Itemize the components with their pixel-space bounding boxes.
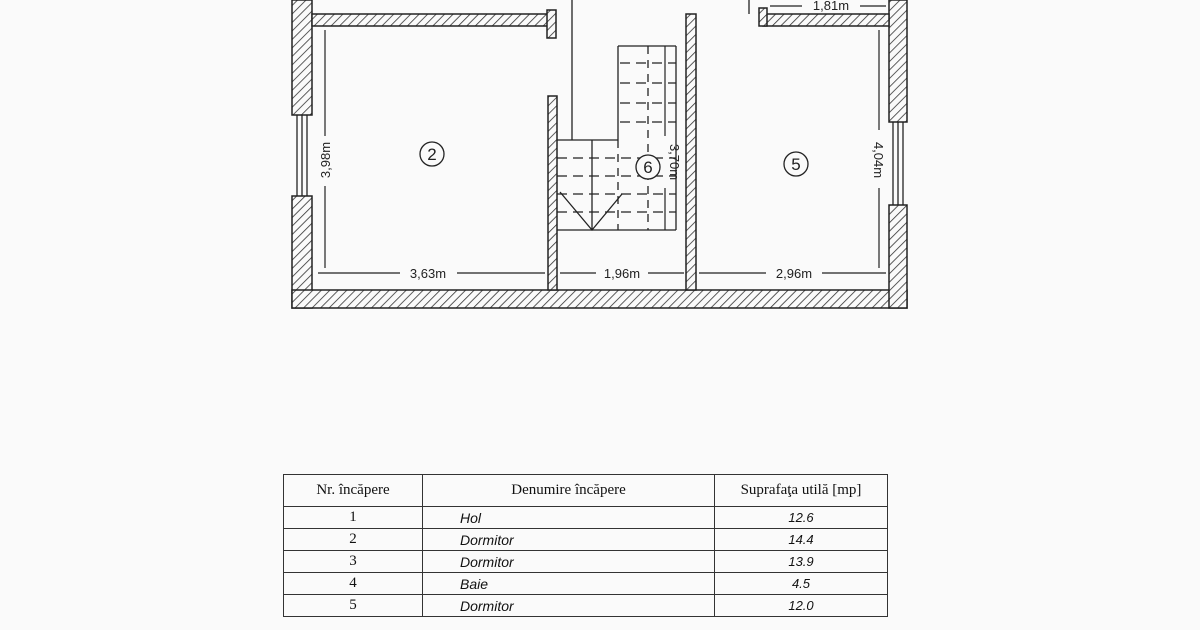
table-row: [284, 507, 888, 529]
stair-left-wall: [548, 96, 557, 290]
cell-room-number: 5: [284, 595, 423, 617]
room2-top-wall: [312, 14, 549, 26]
cell-room-name: Hol: [423, 507, 715, 529]
room-marker-2: [420, 142, 444, 166]
dim-room5-height: 4,04m: [871, 141, 886, 179]
cell-room-area: 4.5: [715, 573, 888, 595]
table-row: [284, 573, 888, 595]
dim-room2-width: 3,63m: [409, 266, 447, 281]
room2-top-wall-end: [547, 10, 556, 38]
interior-walls: [312, 8, 889, 290]
cell-room-name: Dormitor: [423, 529, 715, 551]
room-number-6: 6: [643, 158, 653, 177]
cell-room-area: 12.6: [715, 507, 888, 529]
header-room-area: Suprafaţa utilă [mp]: [715, 475, 888, 507]
dim-room5-width: 2,96m: [775, 266, 813, 281]
dim-room2-height: 3,98m: [318, 141, 333, 179]
cell-room-number: 2: [284, 529, 423, 551]
room-area-table: [283, 474, 888, 617]
dim-stair-width: 1,96m: [603, 266, 641, 281]
table-row: [284, 551, 888, 573]
cell-room-area: 13.9: [715, 551, 888, 573]
stair-right-wall: [686, 14, 696, 290]
header-room-name: Denumire încăpere: [423, 475, 715, 507]
left-window: [297, 115, 307, 196]
right-wall-upper: [889, 0, 907, 122]
room5-top-wall-end: [759, 8, 767, 26]
room-number-2: 2: [427, 145, 437, 164]
right-wall-lower: [889, 205, 907, 308]
cell-room-area: 12.0: [715, 595, 888, 617]
table-row: [284, 529, 888, 551]
cell-room-number: 1: [284, 507, 423, 529]
bottom-wall: [292, 290, 907, 308]
staircase: [557, 46, 676, 230]
cell-room-name: Dormitor: [423, 595, 715, 617]
room-number-5: 5: [791, 155, 801, 174]
room5-top-wall: [763, 14, 889, 26]
cell-room-name: Baie: [423, 573, 715, 595]
right-window: [893, 122, 903, 205]
table-row: [284, 595, 888, 617]
cell-room-area: 14.4: [715, 529, 888, 551]
dim-stair-length: 3,70m: [667, 143, 682, 181]
dim-top-right: 1,81m: [812, 0, 850, 13]
outer-walls: [292, 0, 907, 308]
left-wall-upper: [292, 0, 312, 115]
room-marker-6: [636, 155, 660, 179]
stair-direction-arrow: [560, 192, 622, 230]
table-header-row: [284, 475, 888, 507]
header-room-number: Nr. încăpere: [284, 475, 423, 507]
cell-room-name: Dormitor: [423, 551, 715, 573]
cell-room-number: 4: [284, 573, 423, 595]
room-marker-5: [784, 152, 808, 176]
cell-room-number: 3: [284, 551, 423, 573]
